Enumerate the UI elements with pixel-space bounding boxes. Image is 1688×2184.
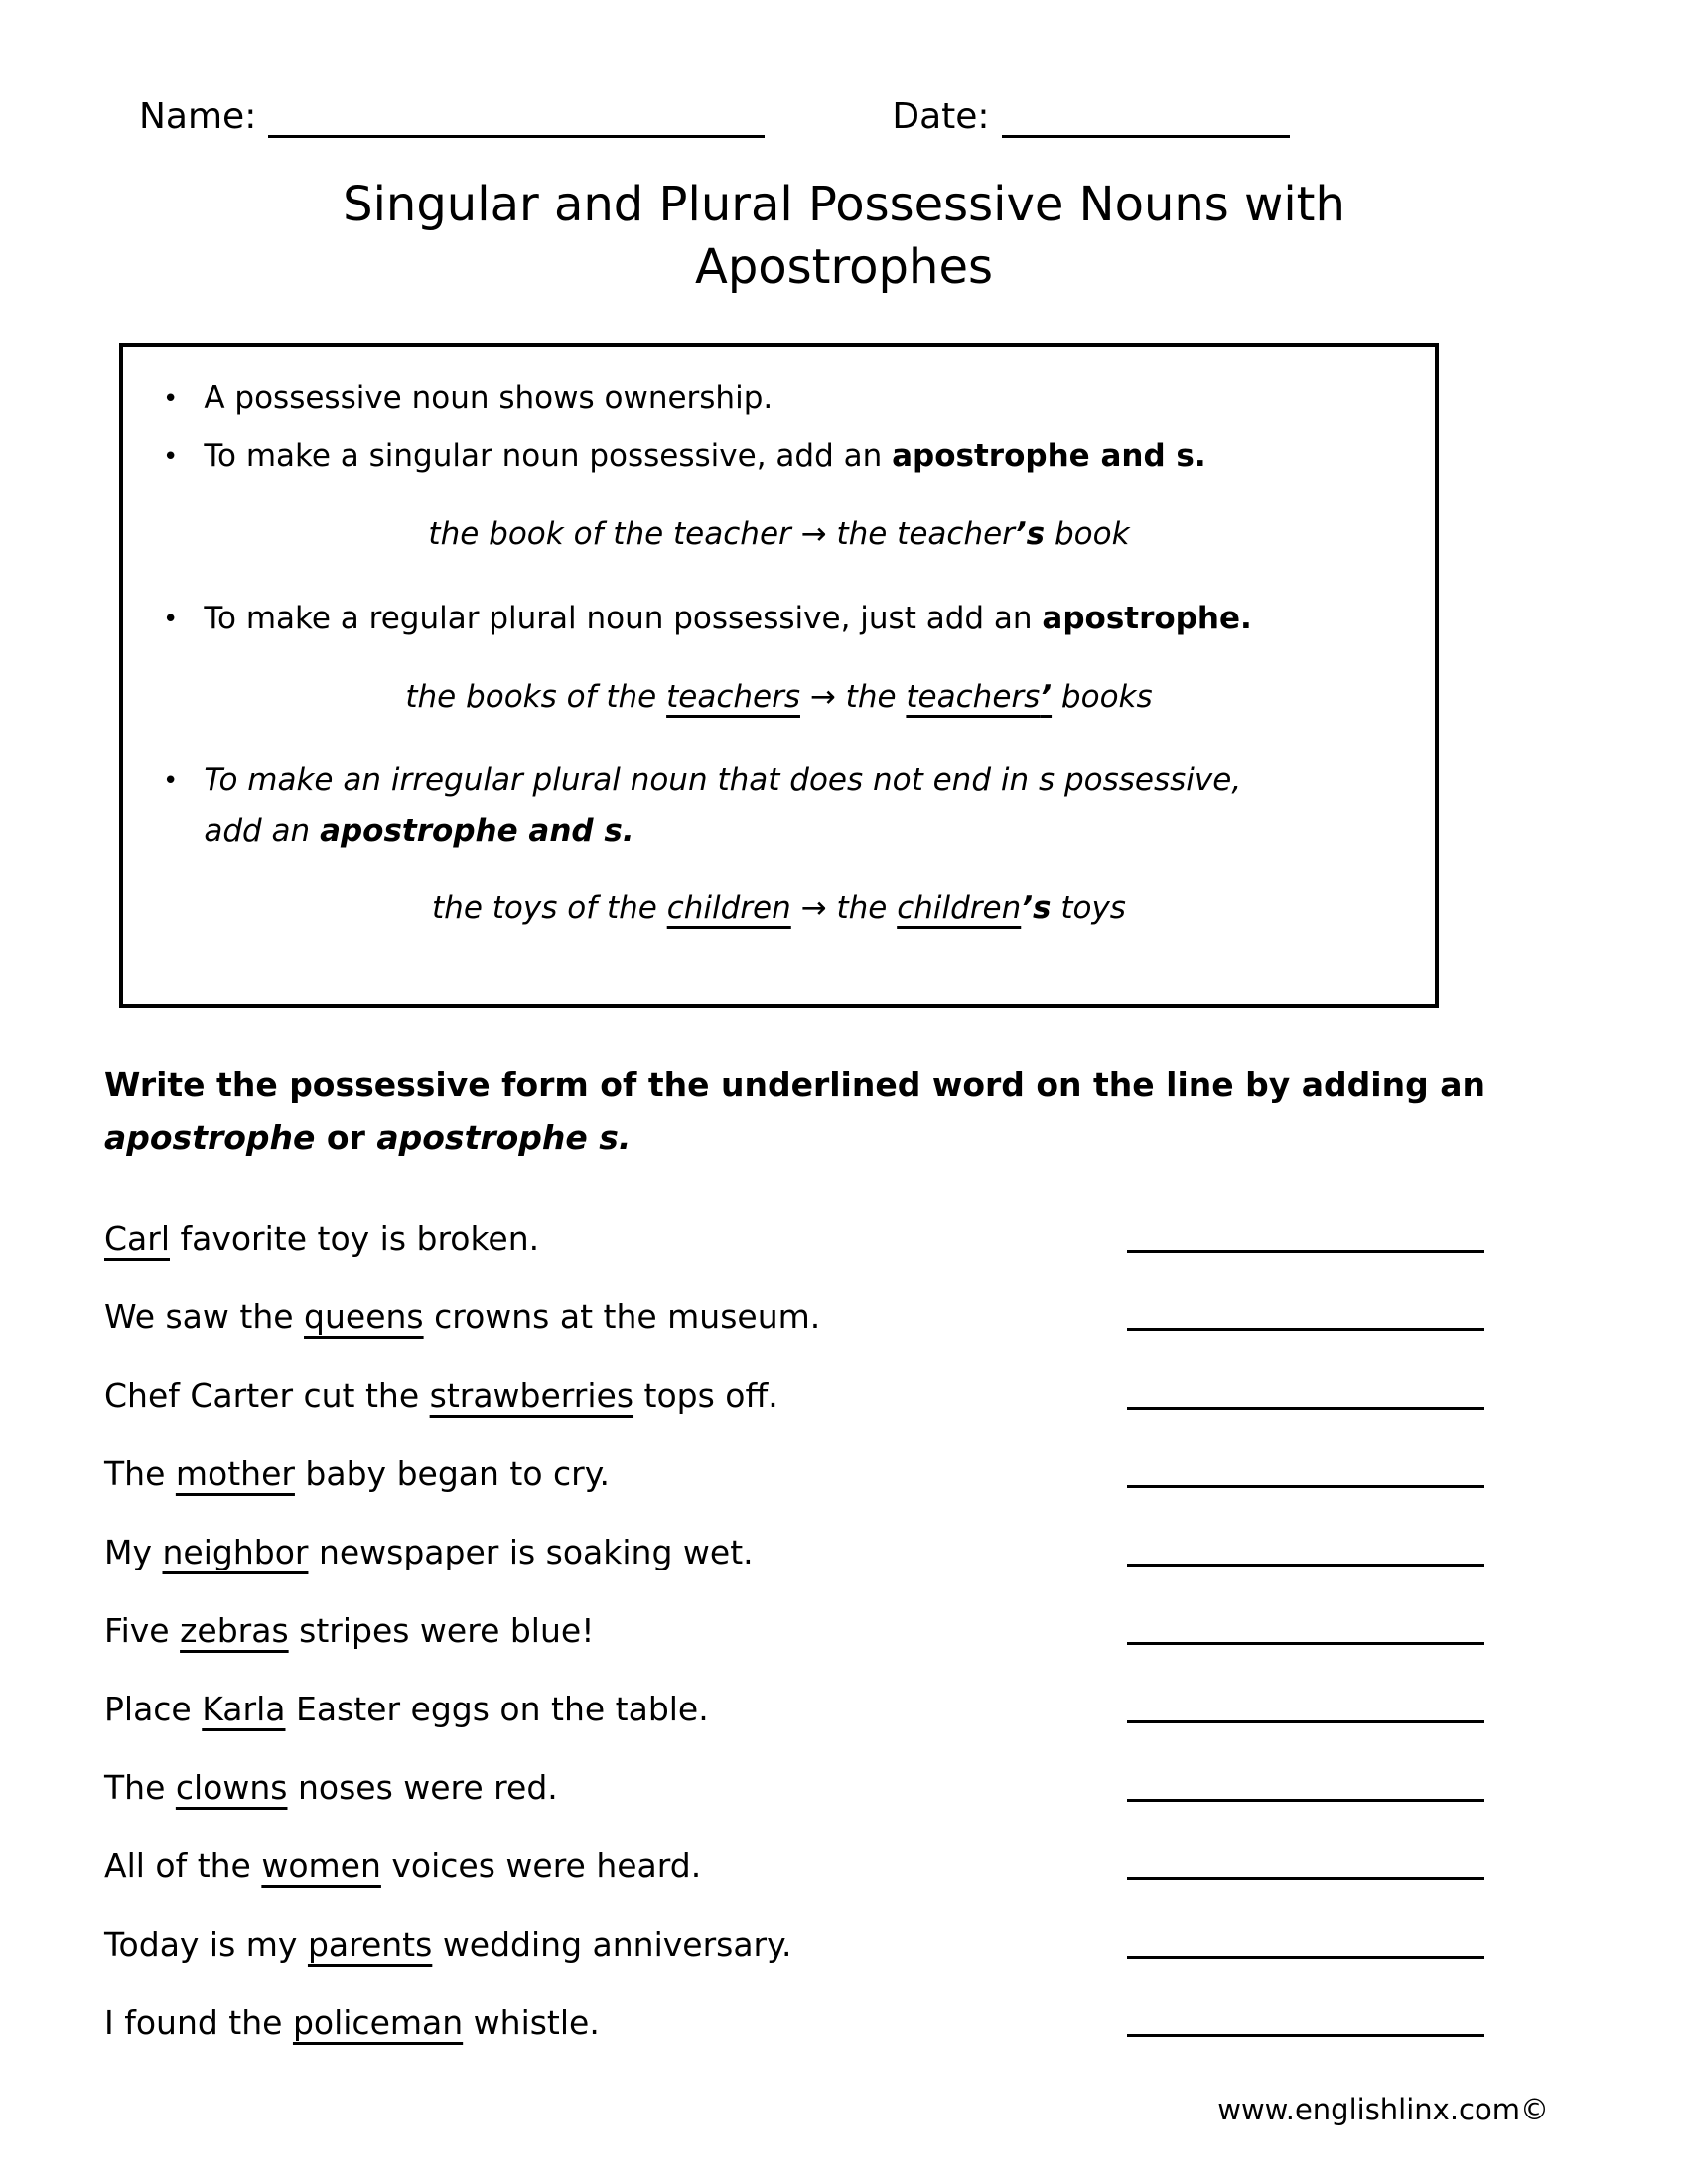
text-segment: the toys of the <box>432 890 667 927</box>
answer-blank-line[interactable] <box>1127 1720 1484 1723</box>
answer-blank-line[interactable] <box>1127 1956 1484 1959</box>
question-row <box>104 1337 1484 1416</box>
rule-bullet <box>163 755 1395 857</box>
text-segment: queens <box>304 1297 424 1337</box>
rule-text <box>204 755 1241 857</box>
text-segment: zebras <box>180 1611 289 1651</box>
text-segment: The <box>104 1768 176 1808</box>
footer-url: www.englishlinx.com© <box>1217 2093 1549 2126</box>
question-sentence <box>104 1611 594 1651</box>
question-row <box>104 1572 1484 1651</box>
text-segment: Place <box>104 1690 203 1729</box>
text-segment: I found the <box>104 2003 293 2043</box>
text-segment: mother <box>175 1454 295 1494</box>
text-segment: apostrophe s. <box>376 1117 632 1157</box>
answer-blank-line[interactable] <box>1127 1564 1484 1567</box>
question-sentence <box>104 2003 600 2043</box>
text-segment: To make a regular plural noun possessive, just add an <box>204 600 1043 636</box>
text-segment: Chef Carter cut the <box>104 1376 430 1416</box>
text-segment: the book of the teacher → the teacher <box>428 515 1015 552</box>
rule-text <box>204 373 773 425</box>
instructions <box>104 1059 1529 1164</box>
text-segment: My <box>104 1533 163 1572</box>
question-sentence <box>104 1768 558 1808</box>
text-segment: We saw the <box>104 1297 305 1337</box>
text-segment: children <box>897 890 1022 927</box>
question-sentence <box>104 1376 778 1416</box>
text-segment: whistle. <box>463 2003 600 2043</box>
bullet-dot-icon: • <box>163 383 179 414</box>
text-segment: tops off. <box>633 1376 778 1416</box>
bullet-dot-icon: • <box>163 604 179 634</box>
text-segment: Write the possessive form of the underlined word on the line by adding an <box>104 1065 1485 1105</box>
answer-blank-line[interactable] <box>1127 1250 1484 1253</box>
rule-text <box>204 594 1251 645</box>
question-sentence <box>104 1925 791 1965</box>
text-segment: Karla <box>202 1690 286 1729</box>
name-date-row <box>0 0 1688 138</box>
text-segment: favorite toy is broken. <box>170 1219 540 1259</box>
text-segment: ’ <box>1040 678 1053 715</box>
answer-blank-line[interactable] <box>1127 1642 1484 1645</box>
text-segment: ’s <box>1014 515 1046 552</box>
text-segment: children <box>666 890 791 927</box>
question-row <box>104 1886 1484 1965</box>
question-sentence <box>104 1297 820 1337</box>
text-segment: Carl <box>104 1219 170 1259</box>
text-segment: To make an irregular plural noun that does not end in s possessive, <box>204 762 1242 799</box>
text-segment: Today is my <box>104 1925 308 1965</box>
text-segment: or <box>315 1117 377 1157</box>
bullet-dot-icon: • <box>163 766 179 797</box>
question-row <box>104 1651 1484 1729</box>
question-row <box>104 1729 1484 1808</box>
answer-blank-line[interactable] <box>1127 2034 1484 2037</box>
text-segment: neighbor <box>162 1533 309 1572</box>
text-segment: voices were heard. <box>380 1846 702 1886</box>
question-sentence <box>104 1219 539 1259</box>
rules-box <box>119 343 1439 1008</box>
date-label: Date: <box>892 96 990 137</box>
text-segment: A possessive noun shows ownership. <box>204 379 774 416</box>
question-row <box>104 1416 1484 1494</box>
text-segment: noses were red. <box>287 1768 558 1808</box>
question-sentence <box>104 1846 701 1886</box>
question-sentence <box>104 1454 610 1494</box>
rule-bullet <box>163 594 1395 645</box>
bullet-dot-icon: • <box>163 441 179 472</box>
text-segment: apostrophe and s. <box>892 437 1206 474</box>
text-segment: toys <box>1051 890 1126 927</box>
text-segment: apostrophe <box>104 1117 316 1157</box>
text-segment: parents <box>307 1925 433 1965</box>
question-row <box>104 1180 1484 1259</box>
text-segment: Five <box>104 1611 181 1651</box>
text-segment: wedding anniversary. <box>432 1925 792 1965</box>
text-segment: stripes were blue! <box>288 1611 595 1651</box>
date-input-line[interactable] <box>1002 101 1290 138</box>
answer-blank-line[interactable] <box>1127 1407 1484 1410</box>
question-row <box>104 1965 1484 2043</box>
text-segment: policeman <box>292 2003 464 2043</box>
text-segment: The <box>104 1454 176 1494</box>
rule-example <box>163 885 1395 934</box>
text-segment: All of the <box>104 1846 262 1886</box>
text-segment: books <box>1052 678 1153 715</box>
text-segment: apostrophe and s. <box>320 813 634 850</box>
text-segment: the books of the <box>405 678 667 715</box>
question-row <box>104 1808 1484 1886</box>
rule-bullet <box>163 431 1395 482</box>
text-segment: book <box>1045 515 1130 552</box>
text-segment: women <box>261 1846 381 1886</box>
answer-blank-line[interactable] <box>1127 1799 1484 1802</box>
name-input-line[interactable] <box>268 101 765 138</box>
page-title: Singular and Plural Possessive Nouns with Apostrophes <box>343 177 1345 295</box>
rule-text <box>204 431 1205 482</box>
rule-bullet <box>163 373 1395 425</box>
question-row <box>104 1494 1484 1572</box>
text-segment: strawberries <box>429 1376 634 1416</box>
text-segment: → the <box>799 678 907 715</box>
questions-list <box>104 1180 1484 2043</box>
question-sentence <box>104 1533 754 1572</box>
text-segment: apostrophe. <box>1042 600 1252 636</box>
answer-blank-line[interactable] <box>1127 1328 1484 1331</box>
text-segment: baby began to cry. <box>294 1454 611 1494</box>
text-segment: newspaper is soaking wet. <box>308 1533 754 1572</box>
text-segment: Easter eggs on the table. <box>285 1690 709 1729</box>
name-label: Name: <box>139 96 257 137</box>
answer-blank-line[interactable] <box>1127 1485 1484 1488</box>
text-segment: teachers <box>666 678 800 715</box>
answer-blank-line[interactable] <box>1127 1877 1484 1880</box>
rule-example <box>163 673 1395 723</box>
rules-list <box>163 373 1395 934</box>
text-segment: → the <box>790 890 898 927</box>
text-segment: crowns at the museum. <box>423 1297 821 1337</box>
text-segment: To make a singular noun possessive, add an <box>204 437 893 474</box>
text-segment: teachers <box>906 678 1041 715</box>
question-row <box>104 1259 1484 1337</box>
text-segment: clowns <box>175 1768 288 1808</box>
text-segment: add an <box>204 813 321 850</box>
text-segment: ’s <box>1021 890 1052 927</box>
question-sentence <box>104 1690 709 1729</box>
rule-example <box>163 510 1395 560</box>
